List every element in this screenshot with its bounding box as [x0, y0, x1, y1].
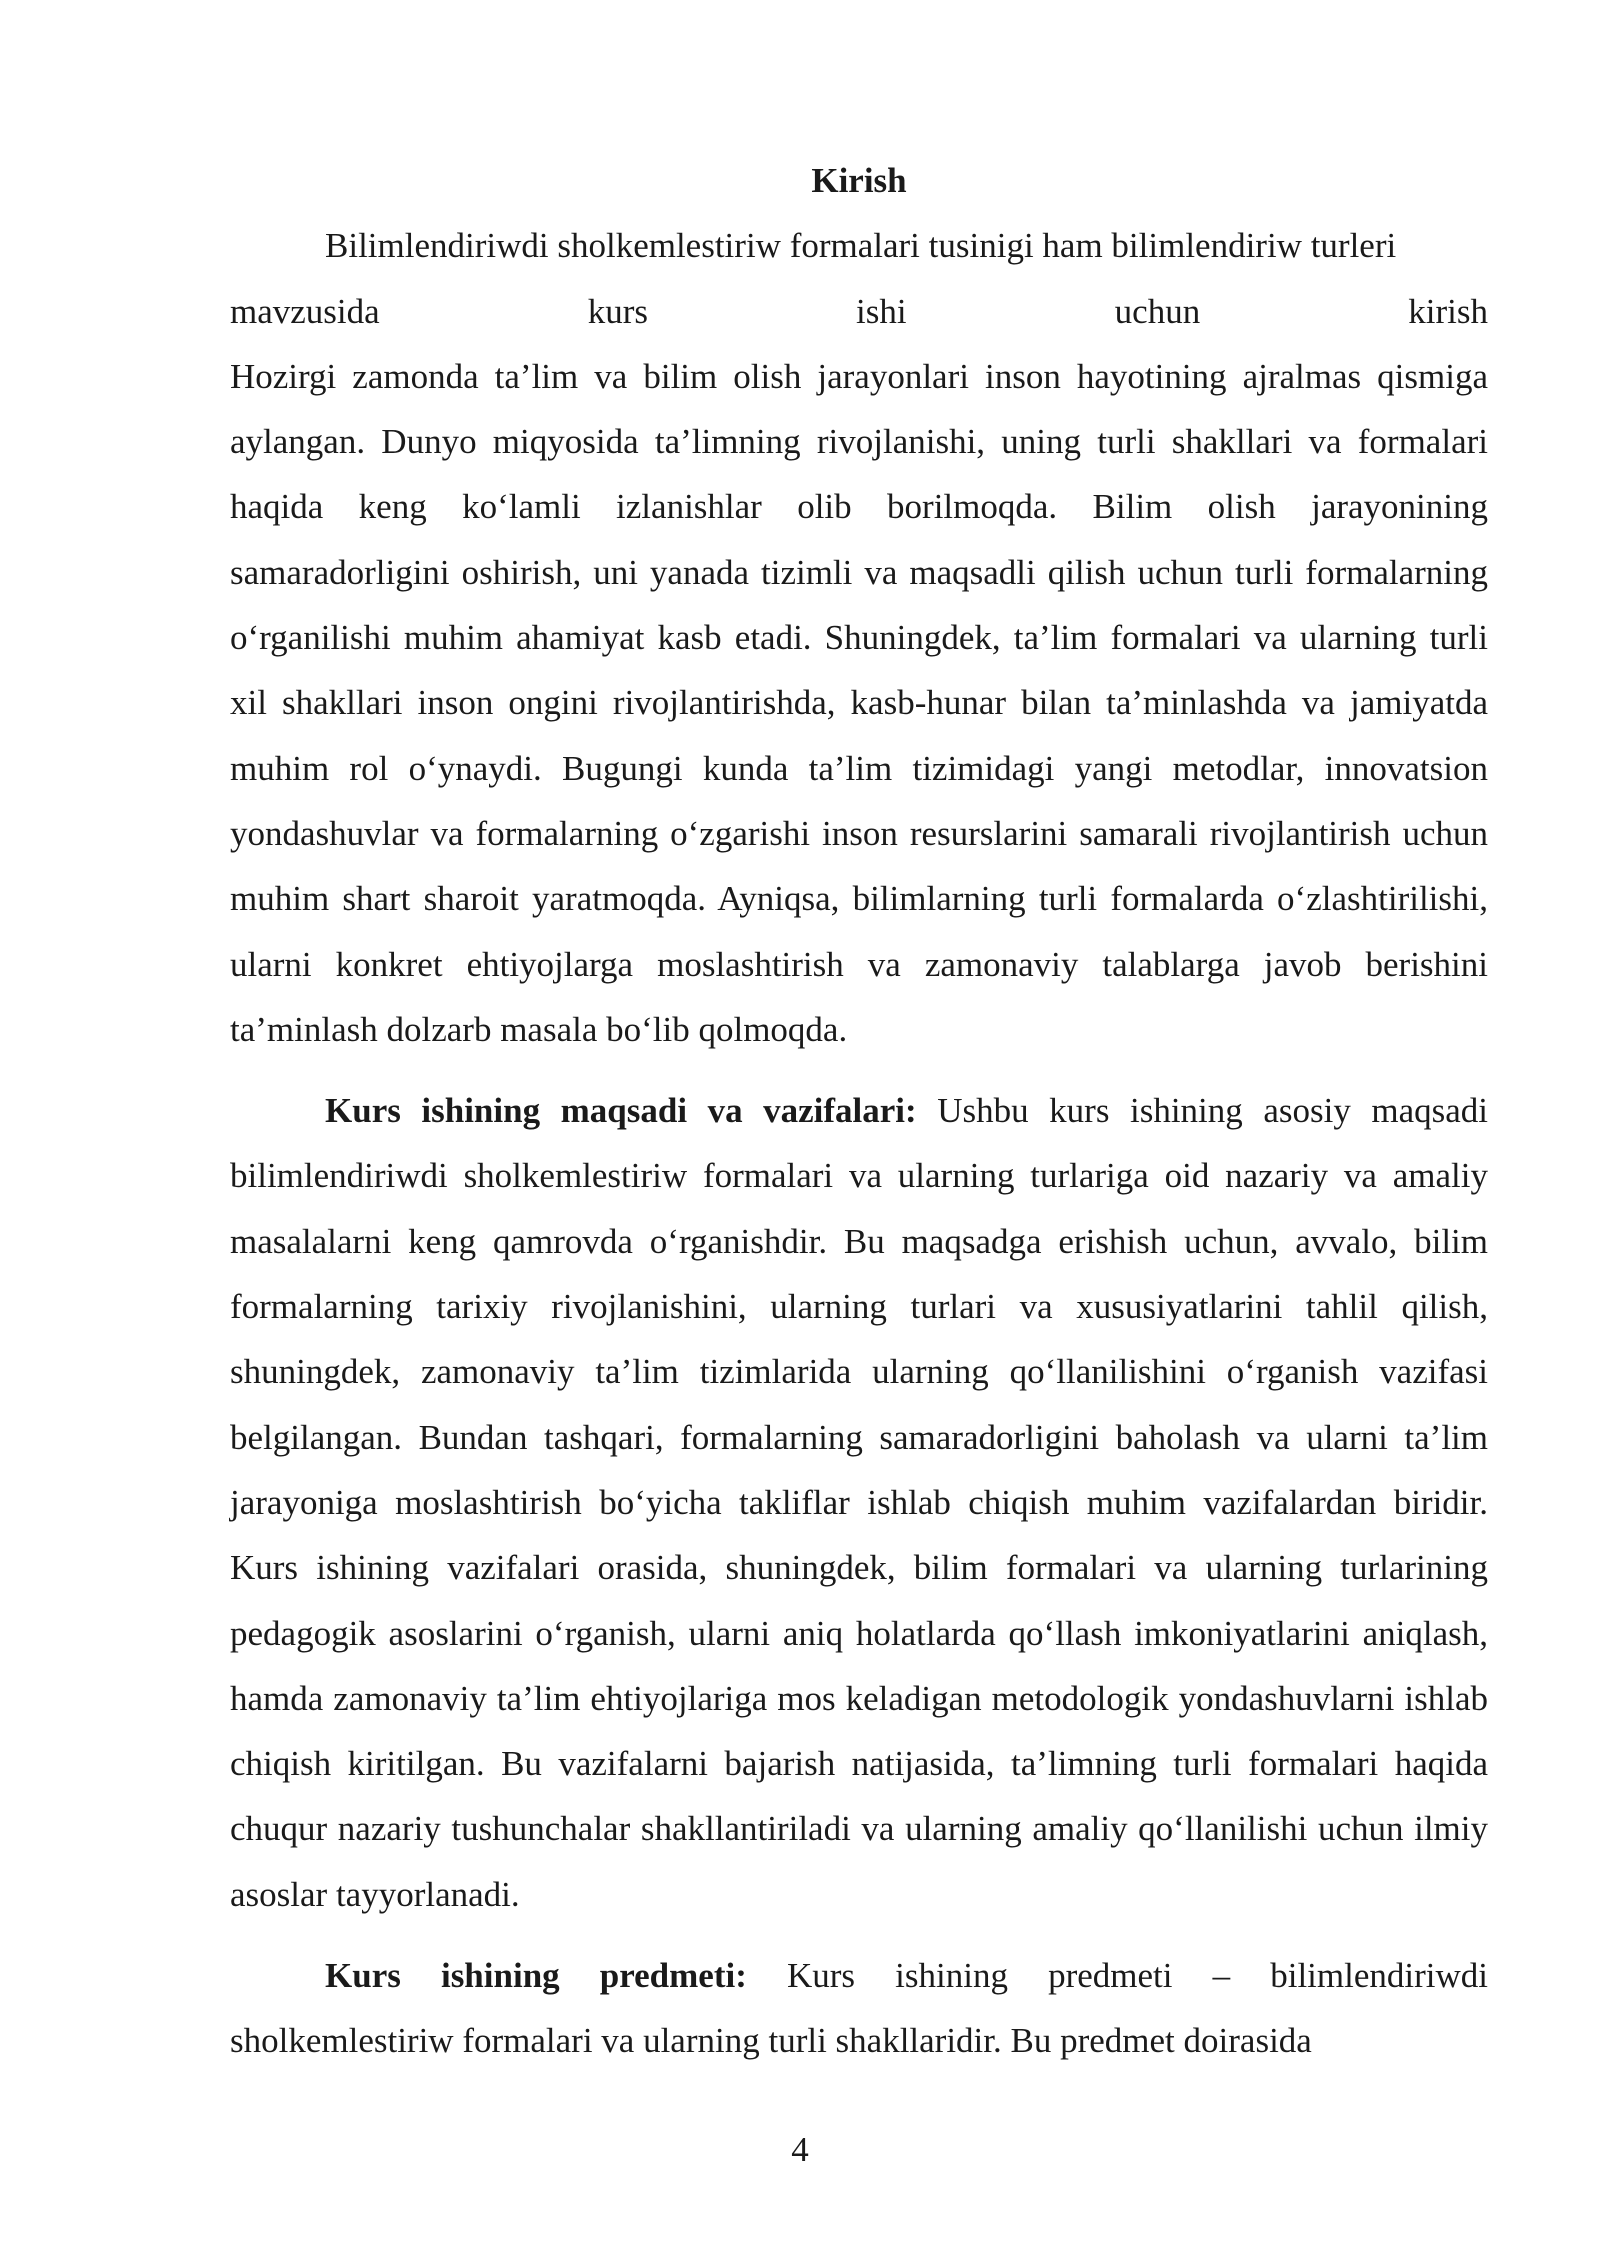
section-heading: Kirish: [811, 161, 907, 200]
subject-paragraph: [230, 1943, 1488, 2074]
intro-body-text: Hozirgi zamonda ta’lim va bilim olish jarayonlari inson hayotining ajralmas qismiga aylangan. Dunyo miqyosida ta’limning rivojlanishi, uning turli shakllari va formalari haqida keng ko‘lamli izlanishlar olib borilmoqda. Bilim olish jarayonining samaradorligini oshirish, uni yanada tizimli va maqsadli qilish uchun turli formalarning o‘rganilishi muhim ahamiyat kasb etadi. Shuningdek, ta’lim formalari va ularning turli xil shakllari inson ongini rivojlantirishda, kasb-hunar bilan ta’minlashda va jamiyatda muhim rol o‘ynaydi. Bugungi kunda ta’lim tizimidagi yangi metodlar, innovatsion yondashuvlar va formalarning o‘zgarishi inson resurslarini samarali rivojlantirish uchun muhim shart sharoit yaratmoqda. Ayniqsa, bilimlarning turli formalarda o‘zlashtirilishi, ularni konkret ehtiyojlarga moslashtirish va zamonaviy talablarga javob berishini ta’minlash dolzarb masala bo‘lib qolmoqda.: [230, 356, 1488, 1049]
subject-body-text: Kurs ishining predmeti – bilimlendiriwdi sholkemlestiriw formalari va ularning turli shakllaridir. Bu predmet doirasida: [230, 1956, 1488, 2061]
page-number: 4: [791, 2130, 809, 2169]
intro-title-line: [230, 213, 1488, 278]
subject-label: Kurs ishining predmeti:: [325, 1956, 747, 1996]
intro-title-line-1: Bilimlendiriwdi sholkemlestiriw formalari tusinigi ham bilimlendiriw turleri: [325, 226, 1397, 266]
goals-body-text: Ushbu kurs ishining asosiy maqsadi bilimlendiriwdi sholkemlestiriw formalari va ularning turlariga oid nazariy va amaliy masalalarni keng qamrovda o‘rganishdir. Bu maqsadga erishish uchun, avvalo, bilim formalarning tarixiy rivojlanishini, ularning turlari va xususiyatlarini tahlil qilish, shuningdek, zamonaviy ta’lim tizimlarida ularning qo‘llanilishini o‘rganish vazifasi belgilangan. Bundan tashqari, formalarning samaradorligini baholash va ularni ta’lim jarayoniga moslashtirish bo‘yicha takliflar ishlab chiqish muhim vazifalardan biridir. Kurs ishining vazifalari orasida, shuningdek, bilim formalari va ularning turlarining pedagogik asoslarini o‘rganish, ularni aniq holatlarda qo‘llash imkoniyatlarini aniqlash, hamda zamonaviy ta’lim ehtiyojlariga mos keladigan metodologik yondashuvlarni ishlab chiqish kiritilgan. Bu vazifalarni bajarish natijasida, ta’limning turli formalari haqida chuqur nazariy tushunchalar shakllantiriladi va ularning amaliy qo‘llanilishi uchun ilmiy asoslar tayyorlanadi.: [230, 1091, 1488, 1914]
goals-label: Kurs ishining maqsadi va vazifalari:: [325, 1091, 917, 1131]
page-content: [230, 148, 1488, 2074]
goals-paragraph: [230, 1078, 1488, 1927]
intro-title-line-2: mavzusida kurs ishi uchun kirish: [230, 291, 1488, 331]
intro-paragraph: [230, 279, 1488, 1063]
